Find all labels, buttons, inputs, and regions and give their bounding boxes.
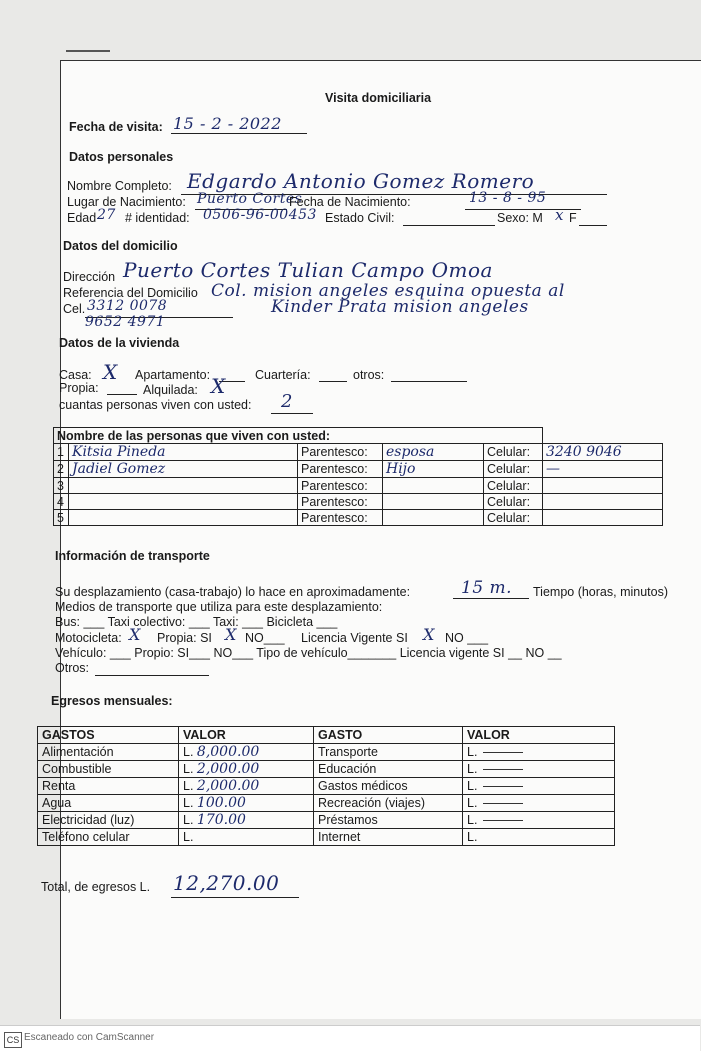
fecha-visita-value: 15 - 2 - 2022 (173, 114, 282, 133)
referencia-label: Referencia del Domicilio (63, 286, 198, 300)
personas-label: cuantas personas viven con usted: (59, 398, 252, 412)
cel-value-1: 3312 0078 (87, 298, 168, 314)
gasto-valor: 2,000.00 (196, 760, 260, 777)
propia-label: Propia: (59, 381, 99, 395)
propia-no-label: NO___ (245, 631, 285, 645)
persona-parentesco: esposa (383, 444, 484, 461)
otros-label: otros: (353, 368, 385, 382)
camscanner-text: Escaneado con CamScanner (24, 1032, 155, 1043)
nombre-value: Edgardo Antonio Gomez Romero (187, 169, 535, 193)
persona-celular: 3240 9046 (543, 444, 663, 461)
desplazamiento-value: 15 m. (461, 578, 513, 598)
cuarteria-label: Cuartería: (255, 368, 311, 382)
table-row: Teléfono celular L. Internet L. (38, 828, 615, 845)
persona-celular: — (543, 461, 663, 478)
desplazamiento-label: Su desplazamiento (casa-trabajo) lo hace en aproximadamente: (55, 585, 411, 599)
table-row: 2 Jadiel Gomez Parentesco: Hijo Celular: — (54, 461, 663, 478)
bus-line: Bus: ___ Taxi colectivo: ___ Taxi: ___ Bicicleta ___ (55, 615, 338, 629)
table-row: 4 Parentesco: Celular: (54, 494, 663, 510)
nombre-label: Nombre Completo: (67, 179, 172, 193)
personas-table (53, 427, 663, 526)
lugar-label: Lugar de Nacimiento: (67, 195, 186, 209)
sexo-f-label: F (569, 211, 577, 225)
licencia-mark: X (423, 625, 435, 644)
table-row: Agua L. 100.00 Recreación (viajes) L. (38, 794, 615, 811)
sexo-label: Sexo: M (497, 211, 543, 225)
table-row: 1 Kitsia Pineda Parentesco: esposa Celular: 3240 9046 (54, 444, 663, 461)
section-egresos: Egresos mensuales: (51, 694, 173, 708)
casa-label: Casa: (59, 368, 92, 382)
total-label: Total, de egresos L. (41, 880, 151, 894)
personas-table-title: Nombre de las personas que viven con usted: (54, 428, 543, 444)
table-row: Combustible L. 2,000.00 Educación L. (38, 760, 615, 777)
identidad-label: # identidad: (125, 211, 190, 225)
gasto-valor: 2,000.00 (196, 777, 260, 794)
table-row: Renta L. 2,000.00 Gastos médicos L. (38, 777, 615, 794)
section-datos-domicilio: Datos del domicilio (63, 239, 178, 253)
personas-table-header (54, 428, 663, 444)
moto-mark: X (129, 625, 141, 644)
direccion-value: Puerto Cortes Tulian Campo Omoa (123, 258, 493, 282)
otros-transporte-label: Otros: (55, 661, 90, 675)
casa-mark: X (103, 360, 118, 384)
gasto-valor: 8,000.00 (196, 743, 260, 760)
table-row: Alimentación L. 8,000.00 Transporte L. (38, 743, 615, 760)
egresos-table-header: GASTOS VALOR GASTO VALOR (38, 727, 615, 744)
scanner-footer (0, 1025, 700, 1051)
persona-nombre: Jadiel Gomez (69, 461, 298, 478)
alquilada-label: Alquilada: (143, 383, 198, 397)
licencia-label: Licencia Vigente SI (301, 631, 408, 645)
form-sheet (41, 60, 701, 1019)
gasto-valor: 170.00 (196, 811, 246, 828)
alquilada-mark: X (211, 374, 226, 398)
section-datos-personales: Datos personales (69, 150, 174, 164)
licencia-no-label: NO ___ (445, 631, 489, 645)
referencia-value-2: Kinder Prata mision angeles (271, 297, 529, 317)
fecha-visita-label: Fecha de visita: (69, 120, 163, 134)
egresos-table (37, 726, 615, 846)
identidad-value: 0506-96-00453 (203, 207, 317, 223)
apartamento-label: Apartamento: (135, 368, 211, 382)
cel-value-2: 9652 4971 (85, 314, 166, 330)
table-row: Electricidad (luz) L. 170.00 Préstamos L. (38, 811, 615, 828)
edad-value: 27 (97, 207, 116, 223)
section-datos-vivienda: Datos de la vivienda (59, 336, 180, 350)
camscanner-icon: CS (4, 1032, 22, 1048)
sexo-mark: x (555, 206, 564, 224)
table-row: 3 Parentesco: Celular: (54, 478, 663, 494)
referencia-value: Col. mision angeles esquina opuesta al (211, 281, 565, 301)
table-row: 5 Parentesco: Celular: (54, 510, 663, 526)
cel-label: Cel. (63, 302, 86, 316)
direccion-label: Dirección (63, 270, 116, 284)
estado-civil-label: Estado Civil: (325, 211, 395, 225)
tiempo-label: Tiempo (horas, minutos) (533, 585, 668, 599)
gasto-valor: 100.00 (196, 794, 246, 811)
total-value: 12,270.00 (173, 871, 280, 895)
form-title: Visita domiciliaria (325, 91, 432, 105)
medios-label: Medios de transporte que utiliza para este desplazamiento: (55, 600, 383, 614)
section-transporte: Información de transporte (55, 549, 210, 563)
scan-edge-line (66, 50, 110, 52)
personas-value: 2 (281, 391, 293, 412)
moto-label: Motocicleta: (55, 631, 122, 645)
persona-parentesco: Hijo (383, 461, 484, 478)
propia-mark: X (225, 625, 237, 644)
fecha-nac-value: 13 - 8 - 95 (469, 190, 547, 206)
fecha-nac-label: Fecha de Nacimiento: (289, 195, 411, 209)
lugar-value: Puerto Cortes (197, 191, 303, 207)
edad-label: Edad (67, 211, 97, 225)
propia-si-label: Propia: SI (157, 631, 212, 645)
persona-nombre: Kitsia Pineda (69, 444, 298, 461)
vehiculo-line: Vehículo: ___ Propio: SI___ NO___ Tipo de vehículo_______ Licencia vigente SI __ NO __ (55, 646, 562, 660)
